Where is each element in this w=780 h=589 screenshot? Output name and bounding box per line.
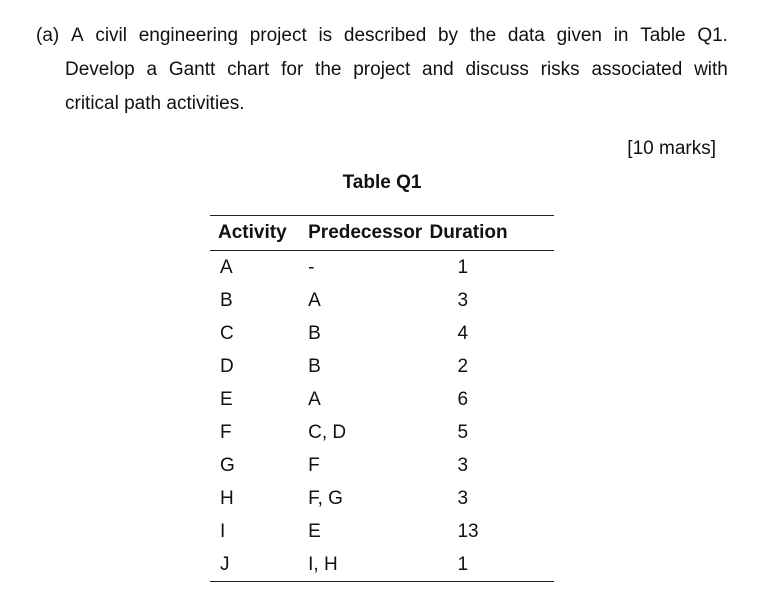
cell-predecessor: C, D — [308, 421, 347, 443]
word: risks — [540, 59, 580, 80]
word: by — [437, 25, 459, 46]
cell-activity: A — [220, 256, 233, 278]
word: discuss — [465, 59, 529, 80]
word: for — [281, 59, 304, 80]
table-row — [210, 317, 554, 350]
cell-duration: 4 — [457, 322, 469, 344]
word: associated — [591, 59, 683, 80]
cell-duration: 1 — [429, 548, 554, 582]
word: the — [469, 25, 497, 46]
word: Develop — [65, 59, 135, 80]
cell-duration: 3 — [457, 487, 469, 509]
cell-activity: J — [210, 548, 302, 582]
cell-predecessor: F, G — [308, 487, 343, 509]
table-row — [210, 449, 554, 482]
word: Table — [640, 25, 686, 46]
question-line-2 — [65, 53, 728, 87]
cell-predecessor: E — [308, 520, 321, 542]
cell-predecessor: A — [308, 388, 321, 410]
word: chart — [227, 59, 270, 80]
question-line-3: critical path activities. — [65, 93, 245, 114]
cell-duration: 13 — [457, 520, 479, 542]
cell-predecessor: F — [308, 454, 320, 476]
word: with — [694, 59, 728, 80]
cell-activity: C — [220, 322, 234, 344]
word: Gantt — [168, 59, 216, 80]
table-row — [210, 482, 554, 515]
cell-activity: H — [220, 487, 234, 509]
word: is — [318, 25, 333, 46]
marks-label: [10 marks] — [627, 138, 716, 159]
activity-table — [210, 215, 554, 582]
cell-duration: 6 — [457, 388, 469, 410]
question-text — [36, 19, 728, 121]
header-predecessor: Predecessor — [302, 216, 429, 251]
word: project — [249, 25, 307, 46]
word: project — [353, 59, 411, 80]
cell-predecessor: I, H — [302, 548, 429, 582]
word: the — [315, 59, 342, 80]
word: engineering — [138, 25, 239, 46]
cell-duration: 5 — [457, 421, 469, 443]
word: data — [507, 25, 545, 46]
table-row — [210, 284, 554, 317]
cell-duration: 3 — [457, 289, 469, 311]
word: civil — [95, 25, 127, 46]
header-duration: Duration — [429, 216, 554, 251]
cell-activity: D — [220, 355, 234, 377]
cell-predecessor: A — [308, 289, 321, 311]
cell-activity: G — [220, 454, 235, 476]
question-label: (a) — [36, 25, 60, 46]
table-row — [210, 548, 554, 582]
question-line-2-wrap — [36, 53, 728, 87]
word: given — [556, 25, 602, 46]
table-caption: Table Q1 — [342, 172, 422, 193]
cell-activity: I — [220, 520, 226, 542]
table-row — [210, 416, 554, 449]
table-row — [210, 515, 554, 548]
table-header-row — [210, 216, 554, 251]
table-row — [210, 350, 554, 383]
word: a — [146, 59, 158, 80]
cell-duration: 3 — [457, 454, 469, 476]
word: A — [70, 25, 84, 46]
word: described — [343, 25, 427, 46]
word: and — [422, 59, 454, 80]
cell-activity: B — [220, 289, 233, 311]
cell-predecessor: B — [308, 322, 321, 344]
cell-duration: 1 — [457, 256, 469, 278]
word: in — [613, 25, 629, 46]
cell-duration: 2 — [457, 355, 469, 377]
table-row — [210, 383, 554, 416]
table-row — [210, 251, 554, 285]
question-line-1 — [36, 19, 728, 53]
cell-activity: E — [220, 388, 233, 410]
cell-predecessor: B — [308, 355, 321, 377]
cell-predecessor: - — [308, 256, 315, 278]
cell-activity: F — [220, 421, 232, 443]
word: Q1. — [697, 25, 728, 46]
header-activity: Activity — [210, 216, 302, 251]
